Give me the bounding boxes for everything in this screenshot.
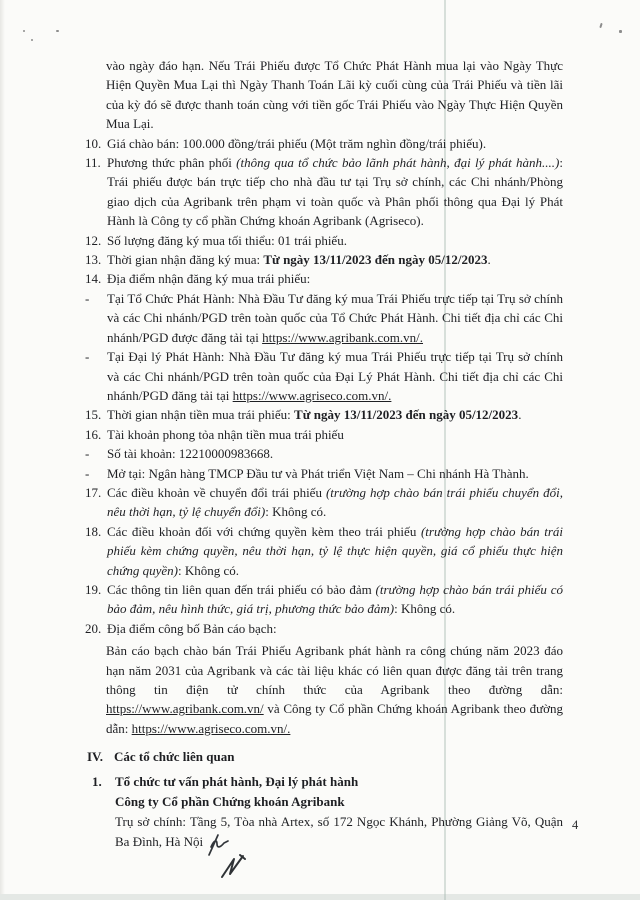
- list-item-19: [85, 580, 563, 619]
- bullet-text: [107, 464, 563, 483]
- list-item-10: [85, 134, 563, 153]
- text-segment: .: [518, 407, 522, 423]
- text-segment: Địa điểm công bố Bản cáo bạch:: [107, 620, 277, 636]
- subitem-number: 1.: [92, 773, 102, 789]
- ink-speck: [56, 30, 59, 32]
- text-segment: Bản cáo bạch chào bán Trái Phiếu Agribank phát hành ra công chúng năm 2023 đáo hạn năm 2031 của Agribank và các tài liệu khác có liên quan được đăng tải trên trang thông tin điện tử chính thức của Agribank theo đường dẫn:: [106, 643, 563, 697]
- text-segment: Các điều khoản về chuyển đổi trái phiếu: [107, 484, 326, 500]
- item-number: 18.: [85, 523, 102, 539]
- list-item-16: [85, 425, 563, 444]
- item-text: [107, 134, 563, 153]
- url-link[interactable]: https://www.agriseco.com.vn/.: [232, 387, 392, 403]
- text-segment: Tài khoản phong tỏa nhận tiền mua trái phiếu: [107, 426, 344, 442]
- prospectus-location-paragraph: [106, 641, 563, 738]
- bullet-text: [107, 289, 563, 347]
- list-item-15: [85, 405, 563, 424]
- text-segment: .: [487, 252, 491, 268]
- text-segment: Địa điểm nhận đăng ký mua trái phiếu:: [107, 271, 311, 287]
- item-number: 16.: [85, 426, 102, 442]
- item-16-bullet-1: [85, 444, 563, 463]
- item-number: 11.: [85, 155, 101, 171]
- item-text: [107, 425, 563, 444]
- text-segment: Thời gian nhận tiền mua trái phiếu:: [107, 407, 295, 423]
- text-segment: Số lượng đăng ký mua tối thiểu: 01 trái phiếu.: [107, 232, 347, 248]
- ink-speck: [619, 30, 622, 33]
- item-16-bullet-2: [85, 464, 563, 483]
- text-segment: Tại Đại lý Phát Hành: Nhà Đầu Tư đăng ký mua Trái Phiếu trực tiếp tại Trụ sở chính và các Chi nhánh/PGD trên toàn quốc của Đại Lý Phát Hành. Chi tiết địa chỉ các Chi nhánh/PGD đăng tải tại: [107, 349, 563, 403]
- text-segment: : Không có.: [394, 601, 456, 617]
- text-segment: : Không có.: [177, 562, 240, 578]
- url-link[interactable]: https://www.agribank.com.vn/: [106, 701, 264, 717]
- list-item-11: [85, 153, 563, 231]
- item-number: 17.: [85, 484, 102, 500]
- text-segment: (trường hợp chào bán trái phiếu có bảo đảm, nêu hình thức, giá trị, phương thức bảo đảm): [107, 581, 563, 617]
- item-number: 14.: [85, 271, 102, 287]
- text-segment: Mở tại: Ngân hàng TMCP Đầu tư và Phát triển Việt Nam – Chi nhánh Hà Thành.: [107, 465, 529, 481]
- ink-speck: [599, 23, 602, 28]
- intro-paragraph: [106, 56, 563, 134]
- ink-speck: [31, 39, 33, 41]
- item-text: [107, 153, 563, 231]
- item-number: 10.: [85, 135, 102, 151]
- text-segment: Từ ngày 13/11/2023 đến ngày 05/12/2023: [294, 407, 519, 423]
- text-segment: (trường hợp chào bán trái phiếu kèm chứng quyền, nêu thời hạn, tỷ lệ thực hiện quyền, giá cổ phiếu thực hiện chứng quyền): [107, 523, 563, 578]
- bullet-marker: -: [85, 349, 90, 365]
- ink-speck: [23, 30, 25, 32]
- text-segment: : Không có.: [265, 504, 327, 520]
- list-item-12: [85, 231, 563, 250]
- section-number: IV.: [87, 749, 104, 765]
- text-segment: (trường hợp chào bán trái phiếu chuyển đổi, nêu thời hạn, tỷ lệ chuyển đổi): [107, 484, 563, 520]
- list-item-17: [85, 483, 563, 522]
- item-number: 15.: [85, 407, 102, 423]
- scan-edge-left: [0, 0, 5, 900]
- item-14-bullet-1: [85, 289, 563, 347]
- item-text: [107, 250, 563, 269]
- item-text: [107, 269, 563, 288]
- bullet-marker: -: [85, 465, 90, 481]
- text-segment: và Công ty Cổ phần Chứng khoán Agribank theo đường dẫn:: [106, 701, 563, 736]
- address-text: Trụ sở chính: Tầng 5, Tòa nhà Artex, số 172 Ngọc Khánh, Phường Giảng Võ, Quận Ba Đình, Hà Nội: [115, 814, 563, 849]
- scan-edge-bottom: [0, 894, 640, 900]
- list-item-18: [85, 522, 563, 580]
- page-content: [85, 56, 563, 880]
- company-address: [115, 812, 563, 879]
- text-segment: Phương thức phân phối: [107, 155, 237, 171]
- list-item-13: [85, 250, 563, 269]
- list-item-20: [85, 619, 563, 638]
- url-link[interactable]: https://www.agriseco.com.vn/.: [131, 720, 291, 736]
- handwritten-signature-mark: [206, 834, 270, 880]
- bullet-marker: -: [85, 290, 90, 306]
- signature-stroke: [222, 855, 245, 877]
- text-segment: (thông qua tổ chức bảo lãnh phát hành, đại lý phát hành....): [236, 155, 560, 171]
- item-text: [107, 522, 563, 580]
- text-segment: Từ ngày 13/11/2023 đến ngày 05/12/2023: [263, 252, 488, 268]
- subitem-1: [92, 772, 563, 791]
- text-segment: Tại Tổ Chức Phát Hành: Nhà Đầu Tư đăng ký mua Trái Phiếu trực tiếp tại Trụ sở chính và các Chi nhánh/PGD trên toàn quốc của Tổ Chức Phát Hành. Chi tiết địa chỉ các Chi nhánh/PGD được đăng tải tại: [107, 290, 563, 345]
- subitem-title: Tổ chức tư vấn phát hành, Đại lý phát hành: [115, 773, 359, 789]
- item-number: 13.: [85, 252, 102, 268]
- item-number: 19.: [85, 581, 102, 597]
- bullet-text: [107, 444, 563, 463]
- item-text: [107, 231, 563, 250]
- page-number: 4: [572, 818, 579, 832]
- text-segment: vào ngày đáo hạn. Nếu Trái Phiếu được Tổ Chức Phát Hành mua lại vào Ngày Thực Hiện Quyền Mua Lại thì Ngày Thanh Toán Lãi kỳ cuối cùng của Trái Phiếu và tiền lãi của kỳ đó sẽ được thanh toán cùng với tiền gốc Trái Phiếu vào Ngày Thực Hiện Quyền Mua Lại.: [106, 58, 563, 132]
- item-number: 12.: [85, 232, 102, 248]
- text-segment: Giá chào bán: 100.000 đồng/trái phiếu (Một trăm nghìn đồng/trái phiếu).: [107, 135, 487, 151]
- text-segment: Các điều khoản đối với chứng quyền kèm theo trái phiếu: [107, 523, 421, 539]
- text-segment: Các thông tin liên quan đến trái phiếu có bảo đảm: [107, 581, 376, 597]
- item-text: [107, 580, 563, 619]
- bullet-marker: -: [85, 446, 90, 462]
- item-text: [107, 619, 563, 638]
- item-text: [107, 405, 563, 424]
- url-link[interactable]: https://www.agribank.com.vn/.: [262, 329, 424, 345]
- text-segment: Thời gian nhận đăng ký mua:: [107, 252, 264, 268]
- signature-stroke: [209, 835, 228, 855]
- item-text: [107, 483, 563, 522]
- list-item-14: [85, 269, 563, 288]
- bullet-text: [107, 347, 563, 405]
- section-heading-iv: [85, 747, 563, 766]
- item-14-bullet-2: [85, 347, 563, 405]
- section-title: Các tổ chức liên quan: [114, 749, 235, 765]
- item-number: 20.: [85, 620, 102, 636]
- text-segment: : Trái phiếu được bán trực tiếp cho nhà đầu tư tại Trụ sở chính, các Chi nhánh/Phòng giao dịch của Agribank trên phạm vi toàn quốc và Phân phối thông qua Đại lý Phát Hành là Công ty cổ phần Chứng khoán Agribank (Agriseco).: [107, 155, 564, 229]
- text-segment: Số tài khoản: 12210000983668.: [107, 446, 274, 462]
- company-name: Công ty Cổ phần Chứng khoán Agribank: [115, 794, 345, 810]
